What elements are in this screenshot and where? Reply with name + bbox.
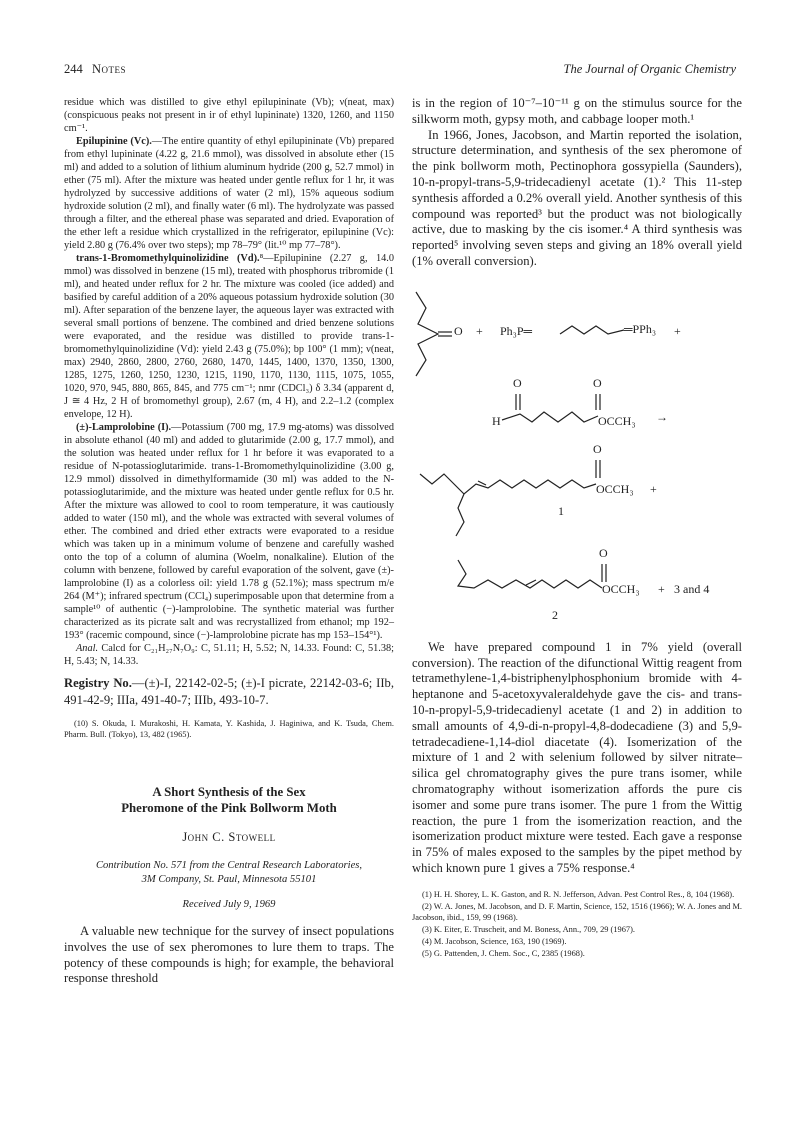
registry-text: —(±)-I, 22142-02-5; (±)-I picrate, 22142-03-6; IIb, 491-42-9; IIIa, 491-40-7; IIIb, 493-10-7. xyxy=(64,676,394,707)
carbonyl-o: O xyxy=(513,375,522,390)
journal-name: The Journal of Organic Chemistry xyxy=(563,62,736,76)
reference-item: (1) H. H. Shorey, L. K. Gaston, and R. N. Jefferson, Advan. Pest Control Res., 8, 104 (1968). xyxy=(422,889,735,899)
right-column xyxy=(412,96,742,960)
compound-heading: trans-1-Bromomethylquinolizidine (Vd). xyxy=(76,253,260,264)
page-header xyxy=(64,62,736,80)
references xyxy=(412,889,742,959)
ylide-chain xyxy=(560,326,624,334)
affiliation xyxy=(64,859,394,886)
registry-numbers xyxy=(64,675,394,708)
paragraph-text: ⁸—Epilupinine (2.27 g, 14.0 mmol) was dissolved in benzene (15 ml), treated with phosphorus tribromide (1 ml), and heated under reflux for 2 hr. The mixture was cooled (ice added) and basified by careful addition of a 20% aqueous potassium hydroxide solution (30 ml). After separation of the benzene layer, the aqueous layer was extracted with several small portions of benzene. The combined and dried benzene solutions were evaporated, and the residue was distilled to provide trans-1-bromomethylquinolizidine (Vd): yield 2.43 g (75.0%); bp 100° (1 mm); ν(neat, max) 2940, 2860, 2800, 2760, 2680, 1470, 1445, 1400, 1370, 1350, 1300, 1285, 1275, 1260, 1250, 1230, 1215, 1190, 1170, 1130, 1115, 1075, 1055, 1020, 970, 945, 880, 865, 845, and 775 cm⁻¹; nmr (CDCl₃) δ 3.34 (apparent d, J ≅ 4 Hz, 2 H of bromomethyl group), 2.67 (m, 4 H), and 2.2–1.2 (complex envelope, 12 H). xyxy=(64,253,394,420)
ylide-label: Ph₃P═ xyxy=(500,323,533,338)
section-name: Notes xyxy=(92,62,127,76)
article-title-line: A Short Synthesis of the Sex xyxy=(152,785,306,799)
footnotes xyxy=(64,718,394,740)
registry-label: Registry No. xyxy=(64,676,132,690)
paragraph: In 1966, Jones, Jacobson, and Martin reported the isolation, structure determination, and synthesis of the sex pheromone of the pink bollworm moth, Pectinophora gossypiella (Saunders), 10-n-propyl-trans-5,9-tridecadienyl acetate (1).² This 11-step synthesis afforded a 0.2% overall yield. Another synthesis of this compound was reported³ but the product was not biologically active, due to masking by the cis isomer.⁴ A third synthesis was reported⁵ involving seven steps and giving an 18% overall yield (1% overall conversion). xyxy=(412,127,742,268)
compound-label-2: 2 xyxy=(552,607,558,622)
footnote: (10) S. Okuda, I. Murakoshi, H. Kamata, Y. Kashida, J. Haginiwa, and K. Tsuda, Chem. Pharm. Bull. (Tokyo), 13, 482 (1965). xyxy=(64,719,394,739)
paragraph: A valuable new technique for the survey of insect populations involves the use of sex pheromones to lure them to traps. The potency of these compounds is high; for example, the behavioral response threshold xyxy=(64,924,394,986)
affiliation-line: 3M Company, St. Paul, Minnesota 55101 xyxy=(141,873,317,885)
paragraph xyxy=(64,135,394,252)
acetate-label: OCCH₃ xyxy=(598,413,636,428)
paragraph xyxy=(64,421,394,642)
body-text xyxy=(412,96,742,270)
paragraph-text: Calcd for C₂₁H₂₇N₇O₉: C, 51.11; H, 5.52; N, 14.33. Found: C, 51.38; H, 5.43; N, 14.33. xyxy=(64,643,394,667)
compound-heading: (±)-Lamprolobine (I). xyxy=(76,422,172,433)
ketone-o: O xyxy=(454,323,463,338)
paragraph: We have prepared compound 1 in 7% yield (overall conversion). The reaction of the difunctional Wittig reagent from tetramethylene-1,4-bistriphenylphosphonium bromide with 4-heptanone and 5-acetoxyvaleraldehyde gave the cis- and trans-10-n-propyl-5,9-tridecadienyl acetate (1 and 2) in addition to small amounts of 4,9-di-n-propyl-4,8-dodecadiene (3) and 5,9-tetradecadiene-1,14-diol diacetate (4). Isomerization of the mixture of 1 and 2 with selenium followed by silver nitrate–silica gel chromatography gives the pure trans isomer, while chromatography without isomerization affords the pure cis isomer and some pure trans isomer. The pure 1 from the Wittig reaction, the pure 1 from the isomerization reaction, and the isomerization product mixture were tested. Each gave a response in 75% of males exposed to the samples by the pipet method by which known pure 1 gives a 75% response.⁴ xyxy=(412,639,742,875)
paragraph xyxy=(64,642,394,668)
paragraph: residue which was distilled to give ethyl epilupininate (Vb); ν(neat, max) (conspicuous peaks not present in ir of ethyl lupininate) 1320, 1260, and 1150 cm⁻¹. xyxy=(64,97,394,134)
paragraph-text: —Potassium (700 mg, 17.9 mg-atoms) was dissolved in absolute ethanol (40 ml) and added to glutarimide (2.00 g, 17.7 mmol), and the solution was heated under reflux for 1 hr before it was evaporated to a residue of N-potassioglutarimide. trans-1-Bromomethylquinolizidine (3.00 g, 12.9 mmol) dissolved in dimethylformamide (30 ml) was added to the N-potassioglutarimide, and the mixture was heated under gentle reflux for 0.5 hr. After the mixture was allowed to cool to room temperature, it was cautiously added to water (150 ml), and the whole was extracted with several volumes of ether. The combined and dried ether extracts were evaporated to a residue which was taken up in a minimum volume of benzene and carefully washed onto the top of a column of alumina (Woelm, nonalkaline). Elution of the column with benzene, followed by careful evaporation of the solvent, gave (±)-lamprolobine (I) as a colorless oil: yield 1.78 g (52.1%); mass spectrum m/e 264 (M⁺); infrared spectrum (CCl₄) superimposable upon that determine from a sample¹⁰ of authentic (−)-lamprolobine. The synthetic material was further characterized as its picrate salt and was recrystallized from ethanol; mp 192–193° (racemic compound, since (−)-lamprolobine picrate has mp 153–154°¹). xyxy=(64,422,394,641)
carbonyl-o: O xyxy=(593,375,602,390)
heptanone-structure xyxy=(416,292,438,376)
affiliation-line: Contribution No. 571 from the Central Research Laboratories, xyxy=(95,860,363,871)
compound-label-1: 1 xyxy=(558,503,564,518)
anal-label: Anal. xyxy=(76,643,99,654)
compound-2-structure xyxy=(458,560,602,588)
intro-section xyxy=(64,924,394,987)
acetate-label: OCCH₃ xyxy=(596,481,634,496)
reaction-scheme xyxy=(412,282,742,634)
also-formed-label: 3 and 4 xyxy=(674,581,710,596)
paragraph-text: —The entire quantity of ethyl epilupininate (Vb) prepared from ethyl lupininate (4.22 g, 21.6 mmol), was dissolved in absolute ether (15 ml) and added to a solution of lithium aluminum hydride (200 g, 52.7 mmol) in ether (75 ml). After the mixture was heated under gentle reflux for 1 hr, it was hydrolyzed by successive additions of water (2 ml), 15% aqueous sodium hydroxide solution (2 ml), and finally water (6 ml). The hydrolyzate was passed through a filter, and the ethereal phase was separated and dried. Evaporation of the ether left a residue which crystallized in the refrigerator, epilupinine (Vc): yield 2.80 g (76.4% over two steps); mp 78–79° (lit.¹⁰ mp 77–78°). xyxy=(64,136,395,251)
received-date: Received July 9, 1969 xyxy=(182,899,276,910)
plus-sign: + xyxy=(650,481,657,496)
reference-item: (4) M. Jacobson, Science, 163, 190 (1969). xyxy=(422,936,567,946)
left-column xyxy=(64,96,394,987)
paragraph: is in the region of 10⁻⁷–10⁻¹¹ g on the stimulus source for the silkworm moth, gypsy moth, and cabbage looper moth.¹ xyxy=(412,96,742,126)
plus-sign: + xyxy=(658,581,665,596)
aldehyde-ester-structure xyxy=(502,412,598,422)
carbonyl-o: O xyxy=(593,441,602,456)
paragraph xyxy=(64,252,394,421)
carbonyl-o: O xyxy=(599,545,608,560)
ylide-end-label: ═PPh₃ xyxy=(624,321,657,336)
reference-item: (5) G. Pattenden, J. Chem. Soc., C, 2385 (1968). xyxy=(422,948,585,958)
acetate-label: OCCH₃ xyxy=(602,581,640,596)
reaction-arrow: → xyxy=(656,409,668,424)
reference-item: (2) W. A. Jones, M. Jacobson, and D. F. Martin, Science, 152, 1516 (1966); W. A. Jones and M. Jacobson, ibid., 159, 99 (1968). xyxy=(412,901,742,922)
aldehyde-h: H xyxy=(492,413,501,428)
article-title xyxy=(64,784,394,816)
article-title-line: Pheromone of the Pink Bollworm Moth xyxy=(121,801,337,815)
plus-sign: + xyxy=(476,323,483,338)
results-text xyxy=(412,640,742,877)
page-number: 244 xyxy=(64,62,83,76)
reference-item: (3) K. Eiter, E. Truscheit, and M. Boness, Ann., 709, 29 (1967). xyxy=(422,924,635,934)
plus-sign: + xyxy=(674,323,681,338)
experimental-section xyxy=(64,96,394,668)
compound-heading: Epilupinine (Vc). xyxy=(76,136,152,147)
author: John C. Stowell xyxy=(182,830,276,844)
compound-1-structure xyxy=(420,474,596,494)
